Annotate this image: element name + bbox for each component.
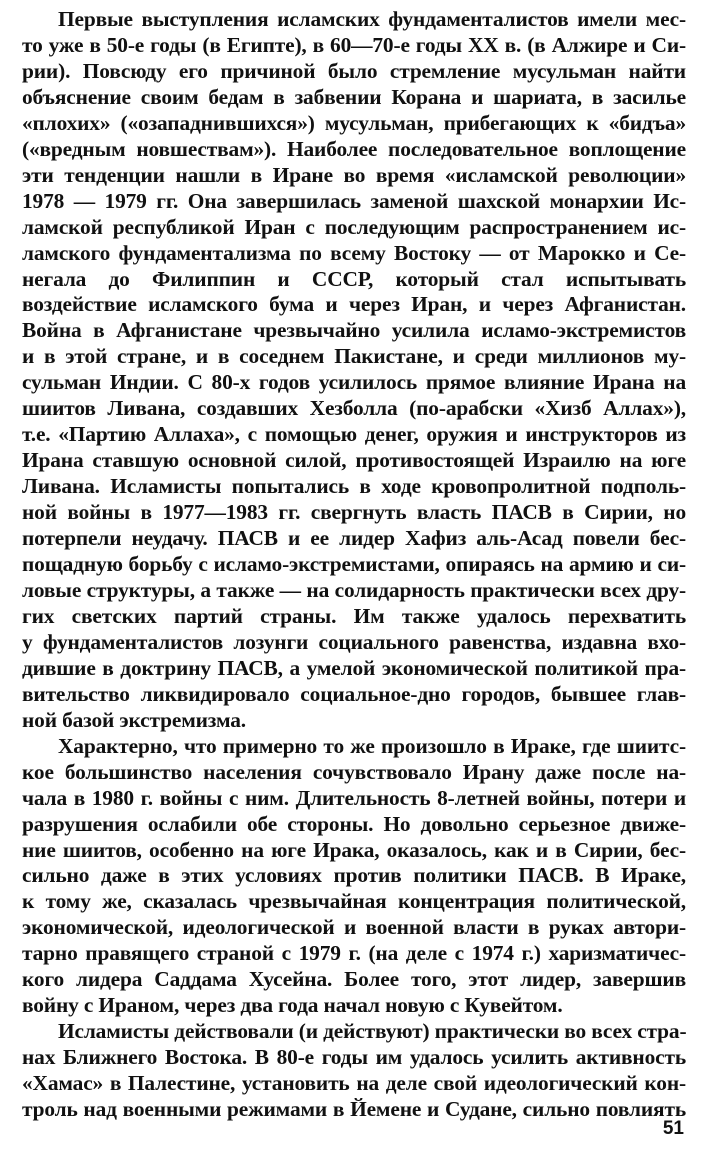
- text-line: Ливана. Исламисты попытались в ходе кровопролитной подполь-: [22, 474, 686, 499]
- text-line: Война в Афганистане чрезвычайно усилила исламо-экстремистов: [22, 318, 686, 343]
- text-line: гих светских партий страны. Им также удалось перехватить: [22, 603, 686, 628]
- text-line: рии). Повсюду его причиной было стремление мусульман найти: [22, 58, 686, 83]
- text-line: чала в 1980 г. войны с ним. Длительность 8-летней войны, потери и: [22, 785, 686, 810]
- text-line: т.е. «Партию Аллаха», с помощью денег, оружия и инструкторов из: [22, 422, 686, 447]
- text-line: потерпели неудачу. ПАСВ и ее лидер Хафиз аль-Асад повели бес-: [22, 526, 686, 551]
- text-line: «плохих» («озападнившихся») мусульман, прибегающих к «бидъа»: [22, 110, 686, 135]
- text-line: к тому же, сказалась чрезвычайная концентрация политической,: [22, 889, 686, 914]
- paragraph: [22, 7, 686, 734]
- text-line: вительство ликвидировало социальное-дно городов, бывшее глав-: [22, 681, 686, 706]
- text-line: ловые структуры, а также — на солидарность практически всех дру-: [22, 577, 686, 602]
- text-line: кого лидера Саддама Хусейна. Более того, этот лидер, завершив: [22, 967, 686, 992]
- text-line: сульман Индии. С 80-х годов усилилось прямое влияние Ирана на: [22, 370, 686, 395]
- text-line: шиитов Ливана, создавших Хезболла (по-арабски «Хизб Аллах»),: [22, 396, 686, 421]
- text-line: 1978 — 1979 гг. Она завершилась заменой шахской монархии Ис-: [22, 188, 686, 213]
- text-line: то уже в 50-е годы (в Египте), в 60—70-е годы XX в. (в Алжире и Си-: [22, 32, 686, 57]
- text-line: кое большинство населения сочувствовало Ирану даже после на-: [22, 759, 686, 784]
- text-line: сильно даже в этих условиях против политики ПАСВ. В Ираке,: [22, 863, 686, 888]
- text-line: дившие в доктрину ПАСВ, а умелой экономической политикой пра-: [22, 655, 686, 680]
- text-line: «Хамас» в Палестине, установить на деле свой идеологический кон-: [22, 1071, 686, 1096]
- text-line: разрушения ослабили обе стороны. Но довольно серьезное движе-: [22, 811, 686, 836]
- page-number: 51: [662, 1118, 684, 1139]
- text-line: объяснение своим бедам в забвении Корана и шариата, в засилье: [22, 84, 686, 109]
- text-line: троль над военными режимами в Йемене и Судане, сильно повлиять: [22, 1097, 686, 1122]
- text-line: («вредным новшествам»). Наиболее последовательное воплощение: [22, 136, 686, 161]
- text-line: ной войны в 1977—1983 гг. свергнуть власть ПАСВ в Сирии, но: [22, 500, 686, 525]
- text-line: пощадную борьбу с исламо-экстремистами, опираясь на армию и си-: [22, 552, 686, 577]
- body-text: [22, 7, 686, 1123]
- text-line: воздействие исламского бума и через Иран, и через Афганистан.: [22, 292, 686, 317]
- paragraph: [22, 734, 686, 1019]
- text-line: нах Ближнего Востока. В 80-е годы им удалось усилить активность: [22, 1045, 686, 1070]
- text-line: у фундаменталистов лозунги социального равенства, издавна вхо-: [22, 629, 686, 654]
- text-line: тарно правящего страной с 1979 г. (на деле с 1974 г.) харизматичес-: [22, 941, 686, 966]
- text-line: экономической, идеологической и военной власти в руках автори-: [22, 915, 686, 940]
- paragraph: [22, 1019, 686, 1123]
- text-line: эти тенденции нашли в Иране во время «исламской революции»: [22, 162, 686, 187]
- text-line: войну с Ираном, через два года начал новую с Кувейтом.: [22, 993, 563, 1018]
- text-line: Ирана ставшую основной силой, противостоящей Израилю на юге: [22, 448, 686, 473]
- text-line: ние шиитов, особенно на юге Ирака, оказалось, как и в Сирии, бес-: [22, 837, 686, 862]
- text-line: Характерно, что примерно то же произошло в Ираке, где шиитс-: [58, 733, 686, 758]
- text-line: негала до Филиппин и СССР, который стал испытывать: [22, 266, 686, 291]
- text-line: Исламисты действовали (и действуют) практически во всех стра-: [58, 1019, 687, 1044]
- text-line: и в этой стране, и в соседнем Пакистане, и среди миллионов му-: [22, 344, 686, 369]
- text-line: ламского фундаментализма по всему Востоку — от Марокко и Се-: [22, 240, 686, 265]
- text-line: ламской республикой Иран с последующим распространением ис-: [22, 214, 686, 239]
- text-line: ной базой экстремизма.: [22, 707, 246, 732]
- text-line: Первые выступления исламских фундаменталистов имели мес-: [58, 7, 686, 31]
